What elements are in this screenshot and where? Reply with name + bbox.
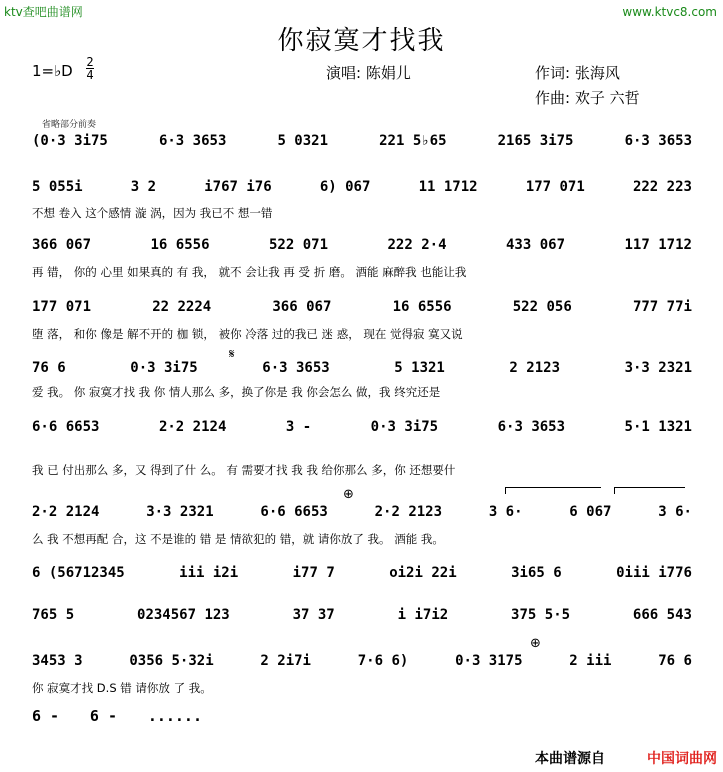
music-line-1 <box>32 130 692 152</box>
measure: 6 - <box>32 707 60 725</box>
singer: 演唱: 陈娟儿 <box>326 64 411 82</box>
measure: 522 071 <box>269 237 329 253</box>
measure: 522 056 <box>512 299 572 315</box>
watermark-right: www.ktvc8.com <box>622 5 717 19</box>
time-sig-top: 2 <box>86 55 94 69</box>
lyrics-line-5: 爱 我。 你 寂寞才找 我 你 情人那么 多，换了你是 我 你会怎么 做，我 终究还是 <box>32 385 441 399</box>
coda-icon: ⊕ <box>343 487 354 502</box>
time-sig-bottom: 4 <box>86 68 94 82</box>
measure: 777 77i <box>632 299 692 315</box>
music-line-6 <box>32 416 692 438</box>
measure: 177 071 <box>32 299 92 315</box>
measure: 16 6556 <box>392 299 452 315</box>
measure: 222 223 <box>632 179 692 195</box>
measure: 2 2123 <box>509 360 560 376</box>
lyrics-line-2: 不想 卷入 这个感情 漩 涡，因为 我已不 想一错 <box>32 206 273 220</box>
measure: 76 6 <box>658 653 692 669</box>
measure: 3 - <box>285 419 312 435</box>
segno-icon: 𝄋 <box>229 347 235 362</box>
measure: (0·3 3i75 <box>32 133 108 149</box>
watermark-left: ktv查吧曲谱网 <box>4 5 83 19</box>
measure: 666 543 <box>632 607 692 623</box>
measure: 221 5♭65 <box>379 133 447 149</box>
measure: 0iii i776 <box>616 565 692 581</box>
measure: 6·3 3653 <box>497 419 566 435</box>
measure: 2·2 2124 <box>158 419 227 435</box>
measure: 0·3 3175 <box>455 653 523 669</box>
measure: 6·3 3653 <box>624 133 692 149</box>
song-title: 你寂寞才找我 <box>277 26 446 56</box>
measure: 5 1321 <box>394 360 445 376</box>
time-signature <box>86 56 94 81</box>
music-line-8 <box>32 562 692 584</box>
measure: 3·3 2321 <box>624 360 692 376</box>
measure: 177 071 <box>525 179 585 195</box>
measure: 0·3 3i75 <box>130 360 198 376</box>
measure: 6 (56712345 <box>32 565 125 581</box>
measure: 222 2·4 <box>387 237 447 253</box>
measure: 5 055i <box>32 179 83 195</box>
volta-1 <box>505 487 601 494</box>
composer: 作曲: 欢子 六哲 <box>535 89 640 107</box>
measure: i767 i76 <box>204 179 272 195</box>
measure: 11 1712 <box>418 179 478 195</box>
measure: 0·3 3i75 <box>370 419 439 435</box>
music-line-10 <box>32 650 692 672</box>
measure: 2·2 2123 <box>374 504 443 520</box>
measure: 6·6 6653 <box>260 504 328 520</box>
measure: 3 2 <box>130 179 157 195</box>
measure: 433 067 <box>506 237 566 253</box>
measure: oi2i 22i <box>389 565 457 581</box>
key-signature: 1=♭D <box>32 62 73 80</box>
volta-2 <box>614 487 685 494</box>
measure: 117 1712 <box>624 237 692 253</box>
measure: ...... <box>147 707 202 725</box>
coda-icon: ⊕ <box>530 636 541 651</box>
measure: 2·2 2124 <box>32 504 100 520</box>
measure: 765 5 <box>32 607 75 623</box>
lyrics-line-7: 么 我 不想再配 合，这 不是谁的 错 是 情欲犯的 错，就 请你放了 我。 酒能 我。 <box>32 532 444 546</box>
footer-site: 中国词曲网 <box>647 751 717 767</box>
music-line-11 <box>32 707 202 729</box>
music-line-5 <box>32 357 692 379</box>
measure: 0356 5·32i <box>129 653 214 669</box>
measure: 6·3 3653 <box>158 133 227 149</box>
music-line-7 <box>32 501 692 523</box>
measure: i77 7 <box>292 565 335 581</box>
prelude-note: 省略部分前奏 <box>42 120 97 130</box>
measure: 6·6 6653 <box>32 419 100 435</box>
measure: 7·6 6) <box>357 653 409 669</box>
measure: 0234567 123 <box>137 607 230 623</box>
measure: 22 2224 <box>152 299 212 315</box>
measure: i i7i2 <box>397 607 449 623</box>
measure: 5·1 1321 <box>624 419 692 435</box>
measure: iii i2i <box>179 565 239 581</box>
lyricist: 作词: 张海风 <box>535 64 620 82</box>
measure: 2 2i7i <box>260 653 311 669</box>
measure: 6 067 <box>569 504 612 520</box>
measure: 2165 3i75 <box>497 133 574 149</box>
measure: 5 0321 <box>277 133 329 149</box>
measure: 375 5·5 <box>511 607 571 623</box>
music-line-4 <box>32 296 692 318</box>
music-line-9 <box>32 604 692 626</box>
measure: 366 067 <box>272 299 332 315</box>
footer-source: 本曲谱源自 <box>535 751 605 767</box>
measure: 3 6· <box>658 504 692 520</box>
lyrics-line-3: 再 错， 你的 心里 如果真的 有 我， 就不 会让我 再 受 折 磨。 酒能 麻醉我 也能让我 <box>32 265 467 279</box>
measure: 3·3 2321 <box>146 504 214 520</box>
music-line-3 <box>32 234 692 256</box>
measure: 6 - <box>89 707 117 725</box>
measure: 2 iii <box>569 653 612 669</box>
music-line-2 <box>32 176 692 198</box>
lyrics-line-4: 堕 落， 和你 像是 解不开的 枷 锁， 被你 冷落 过的我已 迷 惑， 现在 觉得寂 寞又说 <box>32 327 463 341</box>
measure: 6·3 3653 <box>262 360 330 376</box>
measure: 3453 3 <box>32 653 83 669</box>
measure: 3 6· <box>488 504 523 520</box>
measure: 37 37 <box>292 607 335 623</box>
measure: 76 6 <box>32 360 66 376</box>
measure: 16 6556 <box>150 237 210 253</box>
measure: 366 067 <box>32 237 92 253</box>
measure: 6) 067 <box>319 179 371 195</box>
lyrics-line-10: 你 寂寞才找 D.S 错 请你放 了 我。 <box>32 681 212 695</box>
measure: 3i65 6 <box>511 565 562 581</box>
lyrics-line-6: 我 已 付出那么 多，又 得到了什 么。 有 需要才找 我 我 给你那么 多，你 还想要什 <box>32 463 456 477</box>
